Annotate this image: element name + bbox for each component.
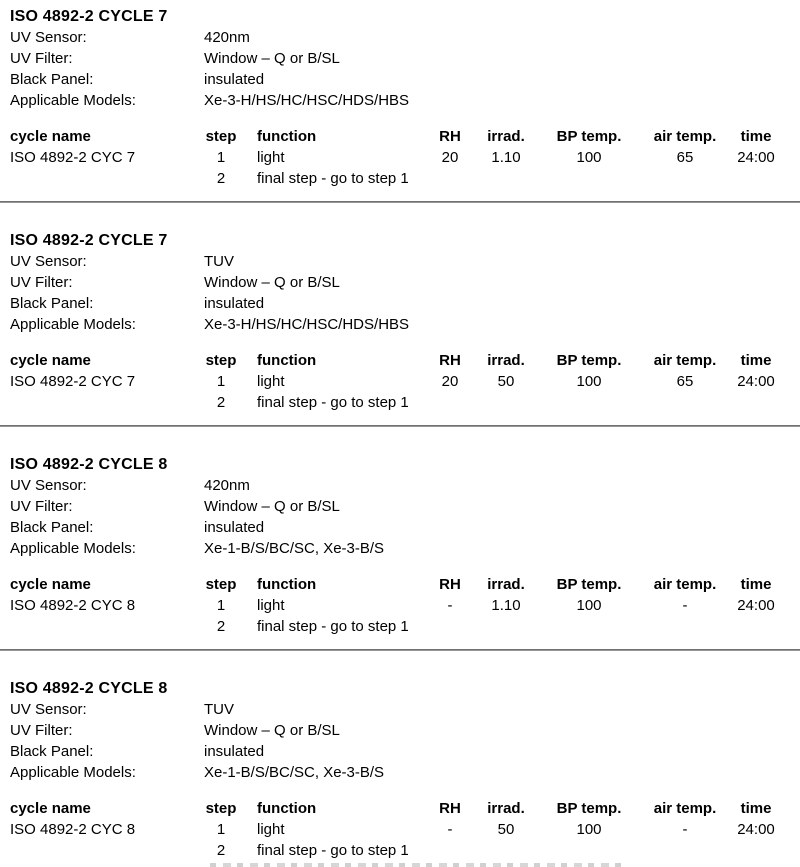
cycle-table [0,126,800,189]
table-row [0,168,800,189]
cell-step: 2 [216,394,226,411]
info-block [0,475,800,559]
cell-step: 2 [216,618,226,635]
column-header-time: time [740,352,772,369]
column-header-irrad: irrad. [487,576,525,593]
info-label: Black Panel: [10,743,94,760]
cell-function: light [257,373,285,390]
cell-bp-temp [530,392,648,413]
column-header-irrad: irrad. [487,128,525,145]
column-header-rh: RH [439,576,461,593]
info-value: 420nm [204,477,250,494]
info-label: UV Filter: [10,274,73,291]
table-row [0,371,800,392]
cycle-table [0,574,800,637]
table-row [0,147,800,168]
cell-air-temp: 65 [676,149,694,166]
info-label: UV Sensor: [10,701,87,718]
cell-cycle-name: ISO 4892-2 CYC 7 [10,373,136,390]
cycle-table [0,350,800,413]
cell-rh: 20 [441,149,459,166]
cell-irrad [482,392,530,413]
column-header-function: function [257,128,317,145]
info-row-black-panel [0,69,800,90]
table-header-row [0,350,800,371]
column-header-time: time [740,800,772,817]
info-value: insulated [204,71,265,88]
cell-irrad: 1.10 [491,597,521,614]
cycle-section-1 [0,0,800,189]
info-value: insulated [204,295,265,312]
column-header-rh: RH [439,352,461,369]
cell-cycle-name [0,616,195,637]
column-header-rh: RH [439,800,461,817]
section-title: ISO 4892-2 CYCLE 8 [10,680,168,697]
info-label: UV Sensor: [10,477,87,494]
cell-air-temp [648,168,722,189]
info-label: UV Filter: [10,498,73,515]
cell-air-temp [648,392,722,413]
column-header-step: step [205,800,237,817]
column-header-cycle-name: cycle name [10,352,91,369]
table-header-row [0,574,800,595]
column-header-irrad: irrad. [487,800,525,817]
info-block [0,27,800,111]
cell-irrad [482,168,530,189]
info-value: Xe-3-H/HS/HC/HSC/HDS/HBS [204,316,410,333]
info-value: TUV [204,253,234,270]
cell-function: final step - go to step 1 [257,170,409,187]
column-header-irrad: irrad. [487,352,525,369]
cell-bp-temp [530,168,648,189]
info-value: insulated [204,743,265,760]
cutoff-text-strip [210,863,622,867]
cell-step: 1 [216,821,226,838]
info-value: Xe-1-B/S/BC/SC, Xe-3-B/S [204,764,385,781]
cell-time: 24:00 [737,373,775,390]
info-row-uv-filter [0,48,800,69]
info-value: 420nm [204,29,250,46]
table-row [0,392,800,413]
cell-cycle-name [0,840,195,861]
info-label: Black Panel: [10,519,94,536]
cell-function: light [257,821,285,838]
cell-step: 1 [216,597,226,614]
section-title: ISO 4892-2 CYCLE 7 [10,232,168,249]
info-row-uv-sensor [0,699,800,720]
column-header-air-temp: air temp. [653,576,717,593]
table-row [0,616,800,637]
info-value: insulated [204,519,265,536]
column-header-step: step [205,128,237,145]
cell-time [722,840,790,861]
info-row-uv-filter [0,272,800,293]
column-header-rh: RH [439,128,461,145]
cell-rh: - [447,821,453,838]
info-row-uv-sensor [0,251,800,272]
info-label: Applicable Models: [10,540,136,557]
info-value: Window – Q or B/SL [204,50,340,67]
cell-step: 2 [216,842,226,859]
info-label: UV Sensor: [10,253,87,270]
info-row-uv-filter [0,496,800,517]
info-row-black-panel [0,517,800,538]
info-row-applicable-models [0,762,800,783]
section-title: ISO 4892-2 CYCLE 8 [10,456,168,473]
cycle-section-2 [0,203,800,413]
column-header-air-temp: air temp. [653,352,717,369]
cell-time: 24:00 [737,821,775,838]
cell-bp-temp: 100 [576,597,602,614]
info-label: Applicable Models: [10,316,136,333]
cell-step: 2 [216,170,226,187]
cell-rh [418,616,482,637]
info-label: Applicable Models: [10,92,136,109]
cell-function: light [257,149,285,166]
column-header-function: function [257,800,317,817]
info-value: Xe-1-B/S/BC/SC, Xe-3-B/S [204,540,385,557]
column-header-air-temp: air temp. [653,800,717,817]
cell-cycle-name: ISO 4892-2 CYC 8 [10,597,136,614]
cell-bp-temp [530,840,648,861]
cell-air-temp: 65 [676,373,694,390]
info-label: Black Panel: [10,71,94,88]
cell-time [722,616,790,637]
cell-rh [418,840,482,861]
cell-rh: - [447,597,453,614]
column-header-air-temp: air temp. [653,128,717,145]
info-row-uv-filter [0,720,800,741]
table-row [0,595,800,616]
cell-bp-temp [530,616,648,637]
column-header-bp-temp: BP temp. [556,800,622,817]
info-row-uv-sensor [0,475,800,496]
cell-function: final step - go to step 1 [257,842,409,859]
cell-rh: 20 [441,373,459,390]
column-header-step: step [205,352,237,369]
cell-irrad [482,616,530,637]
table-row [0,819,800,840]
cell-irrad: 50 [497,821,515,838]
column-header-bp-temp: BP temp. [556,352,622,369]
column-header-function: function [257,352,317,369]
cycle-section-3 [0,427,800,637]
info-value: TUV [204,701,234,718]
info-block [0,251,800,335]
cell-rh [418,168,482,189]
column-header-function: function [257,576,317,593]
info-row-applicable-models [0,538,800,559]
info-value: Window – Q or B/SL [204,498,340,515]
cell-rh [418,392,482,413]
column-header-cycle-name: cycle name [10,128,91,145]
cell-air-temp [648,840,722,861]
cell-cycle-name [0,392,195,413]
cycle-table [0,798,800,861]
column-header-bp-temp: BP temp. [556,576,622,593]
cell-cycle-name: ISO 4892-2 CYC 8 [10,821,136,838]
column-header-bp-temp: BP temp. [556,128,622,145]
info-row-black-panel [0,741,800,762]
column-header-time: time [740,128,772,145]
cell-time [722,168,790,189]
cell-step: 1 [216,149,226,166]
cell-time [722,392,790,413]
cell-function: final step - go to step 1 [257,394,409,411]
cell-irrad: 1.10 [491,149,521,166]
info-label: Black Panel: [10,295,94,312]
cell-air-temp: - [682,821,688,838]
info-row-applicable-models [0,314,800,335]
cell-irrad [482,840,530,861]
info-row-uv-sensor [0,27,800,48]
cell-function: final step - go to step 1 [257,618,409,635]
column-header-cycle-name: cycle name [10,576,91,593]
info-label: Applicable Models: [10,764,136,781]
cell-air-temp: - [682,597,688,614]
info-row-applicable-models [0,90,800,111]
cell-step: 1 [216,373,226,390]
column-header-time: time [740,576,772,593]
cell-cycle-name: ISO 4892-2 CYC 7 [10,149,136,166]
section-title: ISO 4892-2 CYCLE 7 [10,8,168,25]
info-row-black-panel [0,293,800,314]
info-block [0,699,800,783]
cycle-section-4 [0,651,800,861]
info-value: Xe-3-H/HS/HC/HSC/HDS/HBS [204,92,410,109]
column-header-step: step [205,576,237,593]
cell-bp-temp: 100 [576,821,602,838]
cell-time: 24:00 [737,149,775,166]
cell-bp-temp: 100 [576,373,602,390]
info-value: Window – Q or B/SL [204,274,340,291]
cell-function: light [257,597,285,614]
info-label: UV Filter: [10,722,73,739]
cell-time: 24:00 [737,597,775,614]
info-label: UV Filter: [10,50,73,67]
column-header-cycle-name: cycle name [10,800,91,817]
cell-cycle-name [0,168,195,189]
table-header-row [0,126,800,147]
table-header-row [0,798,800,819]
cell-air-temp [648,616,722,637]
info-label: UV Sensor: [10,29,87,46]
table-row [0,840,800,861]
cell-bp-temp: 100 [576,149,602,166]
cell-irrad: 50 [497,373,515,390]
info-value: Window – Q or B/SL [204,722,340,739]
